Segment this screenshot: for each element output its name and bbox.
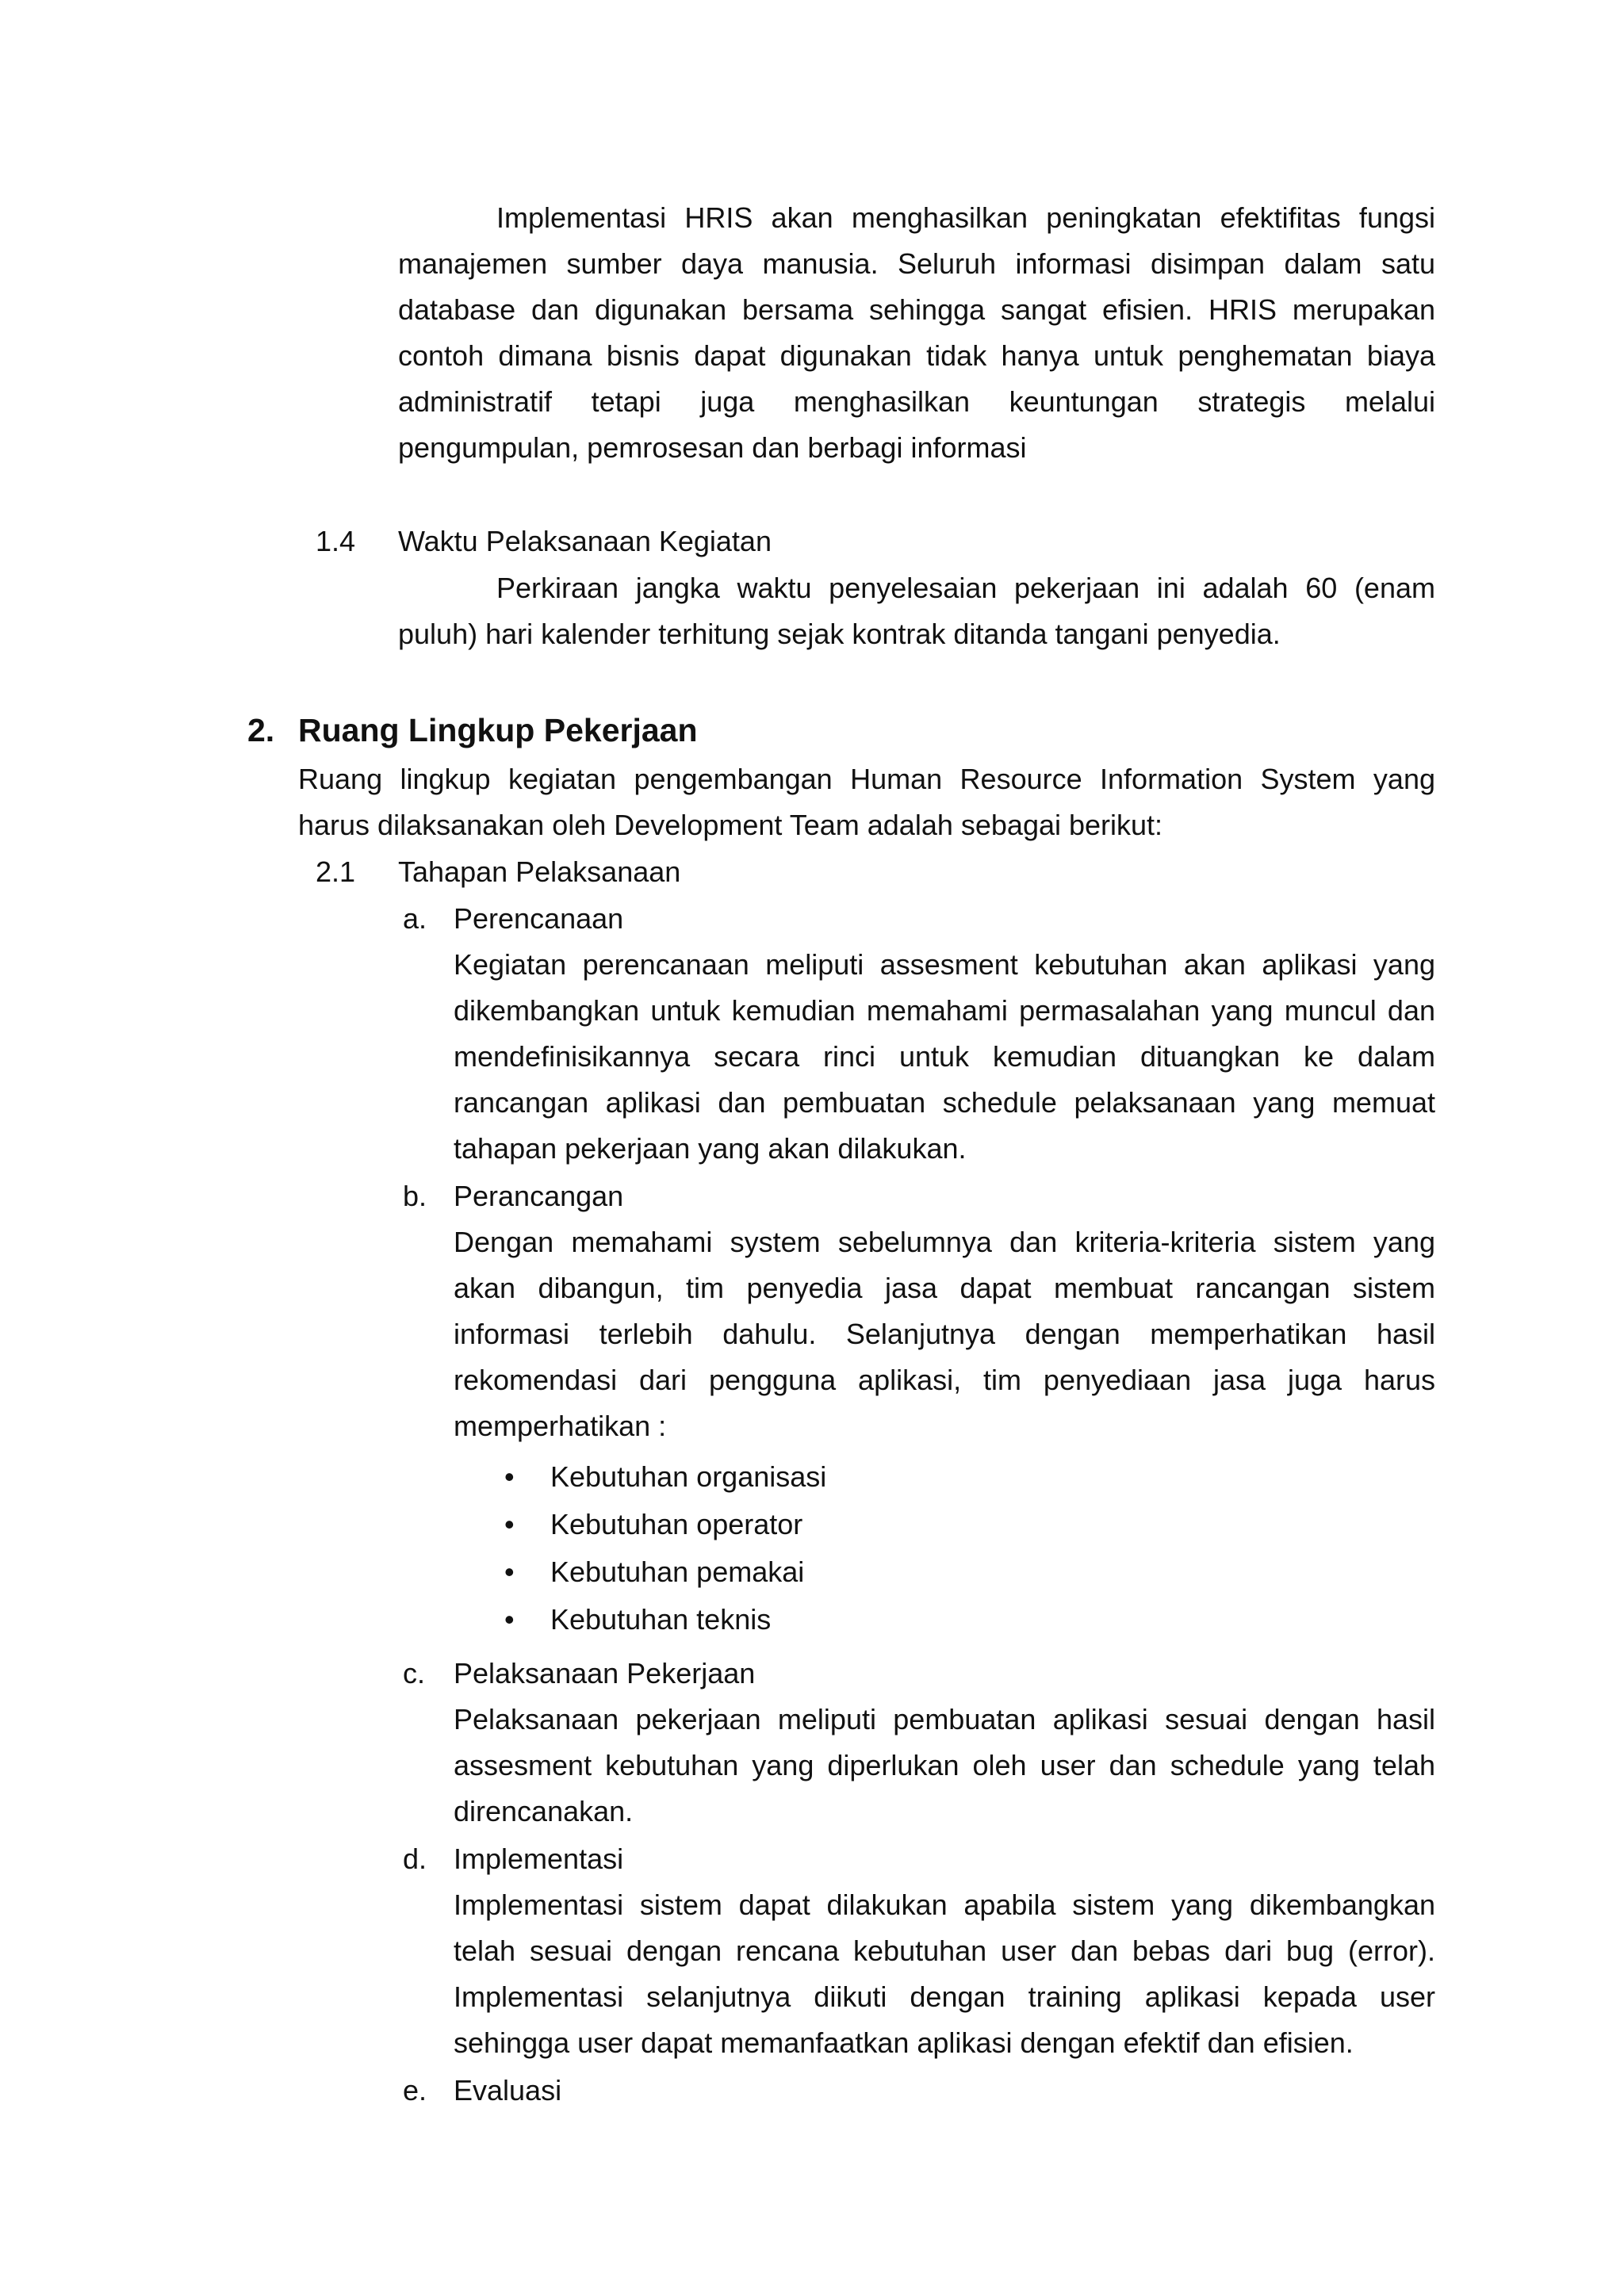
section-2-intro: Ruang lingkup kegiatan pengembangan Human Resource Information System yang harus dilaksanakan oleh Development Team adalah sebagai berikut:	[298, 763, 1435, 841]
item-d-title: Implementasi	[454, 1843, 624, 1875]
bullet-item	[504, 1549, 1423, 1597]
bullet-text: Kebutuhan teknis	[550, 1603, 772, 1636]
section-1-4-title: Waktu Pelaksanaan Kegiatan	[398, 525, 772, 557]
section-2-1-title: Tahapan Pelaksanaan	[398, 855, 681, 888]
bullet-text: Kebutuhan organisasi	[550, 1460, 827, 1493]
section-2-title: Ruang Lingkup Pekerjaan	[298, 712, 698, 748]
bullet-dot-icon: •	[504, 1603, 515, 1636]
bullet-dot-icon: •	[504, 1556, 515, 1588]
item-e-title: Evaluasi	[454, 2074, 562, 2107]
intro-paragraph: Implementasi HRIS akan menghasilkan peningkatan efektifitas fungsi manajemen sumber daya manusia. Seluruh informasi disimpan dalam satu database dan digunakan bersama sehingga sangat efisien. HRIS merupakan contoh dimana bisnis dapat digunakan tidak hanya untuk penghematan biaya administratif tetapi juga menghasilkan keuntungan strategis melalui pengumpulan, pemrosesan dan berbagi informasi	[398, 201, 1435, 464]
section-1-4-body: Perkiraan jangka waktu penyelesaian pekerjaan ini adalah 60 (enam puluh) hari kalender terhitung sejak kontrak ditanda tangani penyedia.	[398, 572, 1435, 650]
item-a-marker: a.	[403, 902, 427, 935]
item-c-title: Pelaksanaan Pekerjaan	[454, 1657, 756, 1689]
item-c-body: Pelaksanaan pekerjaan meliputi pembuatan aplikasi sesuai dengan hasil assesment kebutuhan yang diperlukan oleh user dan schedule yang telah direncanakan.	[454, 1703, 1435, 1827]
section-2-number: 2.	[247, 712, 275, 748]
item-b-body: Dengan memahami system sebelumnya dan kriteria-kriteria sistem yang akan dibangun, tim penyedia jasa dapat membuat rancangan sistem informasi terlebih dahulu. Selanjutnya dengan memperhatikan hasil rekomendasi dari pengguna aplikasi, tim penyediaan jasa juga harus memperhatikan :	[454, 1226, 1435, 1442]
item-a-body: Kegiatan perencanaan meliputi assesment kebutuhan akan aplikasi yang dikembangkan untuk kemudian memahami permasalahan yang muncul dan mendefinisikannya secara rinci untuk kemudian dituangkan ke dalam rancangan aplikasi dan pembuatan schedule pelaksanaan yang memuat tahapan pekerjaan yang akan dilakukan.	[454, 948, 1435, 1165]
item-d-marker: d.	[403, 1843, 427, 1875]
item-c-marker: c.	[403, 1657, 426, 1689]
bullet-dot-icon: •	[504, 1508, 515, 1540]
requirements-bullet-list	[504, 1454, 1423, 1644]
section-2-1-number: 2.1	[316, 855, 356, 888]
bullet-item	[504, 1597, 1423, 1644]
section-1-4-number: 1.4	[316, 525, 356, 557]
item-e-marker: e.	[403, 2074, 427, 2107]
bullet-item	[504, 1454, 1423, 1502]
bullet-text: Kebutuhan operator	[550, 1508, 803, 1540]
bullet-text: Kebutuhan pemakai	[550, 1556, 805, 1588]
item-b-marker: b.	[403, 1180, 427, 1212]
item-d-body: Implementasi sistem dapat dilakukan apabila sistem yang dikembangkan telah sesuai dengan rencana kebutuhan user dan bebas dari bug (error). Implementasi selanjutnya diikuti dengan training aplikasi kepada user sehingga user dapat memanfaatkan aplikasi dengan efektif dan efisien.	[454, 1888, 1435, 2059]
item-b-title: Perancangan	[454, 1180, 624, 1212]
item-a-title: Perencanaan	[454, 902, 624, 935]
bullet-item	[504, 1502, 1423, 1549]
bullet-dot-icon: •	[504, 1460, 515, 1493]
